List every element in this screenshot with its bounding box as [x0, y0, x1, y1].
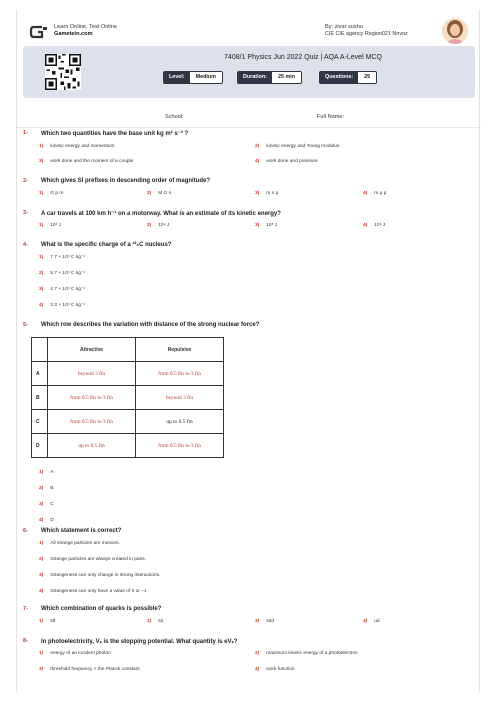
option-4[interactable]: 4) work done and pressure: [255, 159, 318, 164]
option-3[interactable]: 3) threshold frequency × the Planck constant: [39, 667, 140, 672]
option-2[interactable]: 2) M G n: [147, 191, 172, 196]
option-4[interactable]: 4) Strangeness can only have a value of 0 or −1: [39, 589, 147, 594]
full-name-field-label: Full Name:: [317, 114, 345, 120]
questions-label: Questions:: [320, 72, 358, 83]
option-2[interactable]: 2) Strange particles are always created in pairs.: [39, 557, 146, 562]
brand-site[interactable]: Gametein.com: [54, 31, 93, 37]
quiz-info-banner: [23, 46, 475, 98]
option-1[interactable]: 1) kinetic energy and momentum: [39, 144, 115, 149]
repulsive-cell: up to 0.5 fm: [136, 410, 224, 434]
question-number: 3-: [23, 210, 28, 216]
option-2[interactable]: 2) B: [39, 486, 54, 491]
option-1[interactable]: 1) 10³ J: [39, 223, 61, 228]
question-number: 5-: [23, 322, 28, 328]
question-number: 1-: [23, 130, 28, 136]
level-label: Level:: [164, 72, 190, 83]
questions-value: 25: [358, 72, 376, 83]
attractive-cell: from 0.5 fm to 3 fm: [48, 386, 136, 410]
option-4[interactable]: 4) 10⁶ J: [363, 223, 386, 228]
level-badge: [163, 71, 223, 84]
question-text: Which row describes the variation with distance of the strong nuclear force?: [41, 322, 260, 328]
question-text: A car travels at 100 km h⁻¹ on a motorway. What is an estimate of its kinetic energy?: [41, 211, 281, 217]
repulsive-cell: from 0.5 fm to 3 fm: [136, 362, 224, 386]
top-bar: [17, 18, 481, 48]
duration-value: 25 min: [272, 72, 301, 83]
attractive-cell: up to 0.5 fm: [48, 434, 136, 458]
question-number: 8-: [23, 638, 28, 644]
author-org: CIE CIE agency Region021 Nnvoz: [325, 31, 408, 37]
option-4[interactable]: 4) ud: [363, 619, 380, 624]
option-1[interactable]: 1) G p m: [39, 191, 64, 196]
quiz-page: [16, 10, 480, 692]
option-2[interactable]: 2) kinetic energy and Young modulus: [255, 144, 340, 149]
table-row: [32, 362, 224, 386]
gametein-logo-icon: [29, 25, 49, 39]
duration-badge: [237, 71, 302, 84]
option-1[interactable]: 1) energy of an incident photon: [39, 651, 111, 656]
divider: [17, 127, 481, 128]
level-value: Medium: [190, 72, 222, 83]
row-label: B: [32, 386, 48, 410]
questions-badge: [319, 71, 377, 84]
question-text: Which two quantities have the base unit kg m² s⁻³ ?: [41, 131, 189, 137]
school-field-label: School:: [165, 114, 184, 120]
option-4[interactable]: 4) work function: [255, 667, 295, 672]
brand-tagline: Learn Online, Test Online: [54, 24, 118, 30]
row-label: D: [32, 434, 48, 458]
question-number: 2-: [23, 178, 28, 184]
avatar: [442, 18, 468, 44]
question-number: 4-: [23, 242, 28, 248]
question-text: Which statement is correct?: [41, 528, 122, 534]
repulsive-cell: from 0.5 fm to 3 fm: [136, 434, 224, 458]
question-number: 7-: [23, 606, 28, 612]
question-text: Which combination of quarks is possible?: [41, 606, 162, 612]
option-3[interactable]: 3) Strangeness can only change in strong interactions.: [39, 573, 161, 578]
repulsive-cell: beyond 3 fm: [136, 386, 224, 410]
option-2[interactable]: 2) 5.7 × 10⁶ C kg⁻¹: [39, 271, 86, 276]
table-row: [32, 386, 224, 410]
question-text: In photoelectricity, Vₛ is the stopping potential. What quantity is eVₛ?: [41, 639, 238, 645]
duration-label: Duration:: [238, 72, 272, 83]
option-2[interactable]: 2) sū: [147, 619, 164, 624]
option-3[interactable]: 3) 10⁵ J: [255, 223, 278, 228]
option-4[interactable]: 4) m μ p: [363, 191, 387, 196]
option-3[interactable]: 3) 4.7 × 10⁶ C kg⁻¹: [39, 287, 86, 292]
attractive-cell: from 0.5 fm to 3 fm: [48, 410, 136, 434]
option-2[interactable]: 2) 10⁴ J: [147, 223, 170, 228]
option-3[interactable]: 3) C: [39, 502, 54, 507]
option-3[interactable]: 3) m n μ: [255, 191, 279, 196]
table-header-row: [32, 338, 224, 362]
option-1[interactable]: 1) 7.7 × 10⁶ C kg⁻¹: [39, 255, 86, 260]
qr-code-icon[interactable]: [45, 54, 81, 90]
question-text: Which gives SI prefixes in descending order of magnitude?: [41, 178, 211, 184]
option-4[interactable]: 4) 3.3 × 10⁶ C kg⁻¹: [39, 303, 86, 308]
row-label: C: [32, 410, 48, 434]
quiz-title: 7408/1 Physics Jun 2022 Quiz | AQA A-Level MCQ: [224, 54, 382, 61]
row-label: A: [32, 362, 48, 386]
table-row: [32, 410, 224, 434]
option-2[interactable]: 2) maximum kinetic energy of a photoelectron: [255, 651, 358, 656]
table-row: [32, 434, 224, 458]
table-header-attractive: Attractive: [48, 338, 136, 362]
option-1[interactable]: 1) sd̄: [39, 619, 56, 624]
option-1[interactable]: 1) All strange particles are mesons.: [39, 541, 120, 546]
question-text: What is the specific charge of a ¹²₆C nucleus?: [41, 242, 172, 248]
option-3[interactable]: 3) work done and the moment of a couple: [39, 159, 134, 164]
option-3[interactable]: 3) sūd: [255, 619, 274, 624]
question-number: 6-: [23, 528, 28, 534]
author: By: zivar sushu: [325, 24, 363, 30]
option-4[interactable]: 4) D: [39, 518, 54, 523]
attractive-cell: beyond 3 fm: [48, 362, 136, 386]
strong-force-table: [31, 337, 224, 458]
option-1[interactable]: 1) A: [39, 470, 54, 475]
table-header-blank: [32, 338, 48, 362]
table-header-repulsive: Repulsive: [136, 338, 224, 362]
